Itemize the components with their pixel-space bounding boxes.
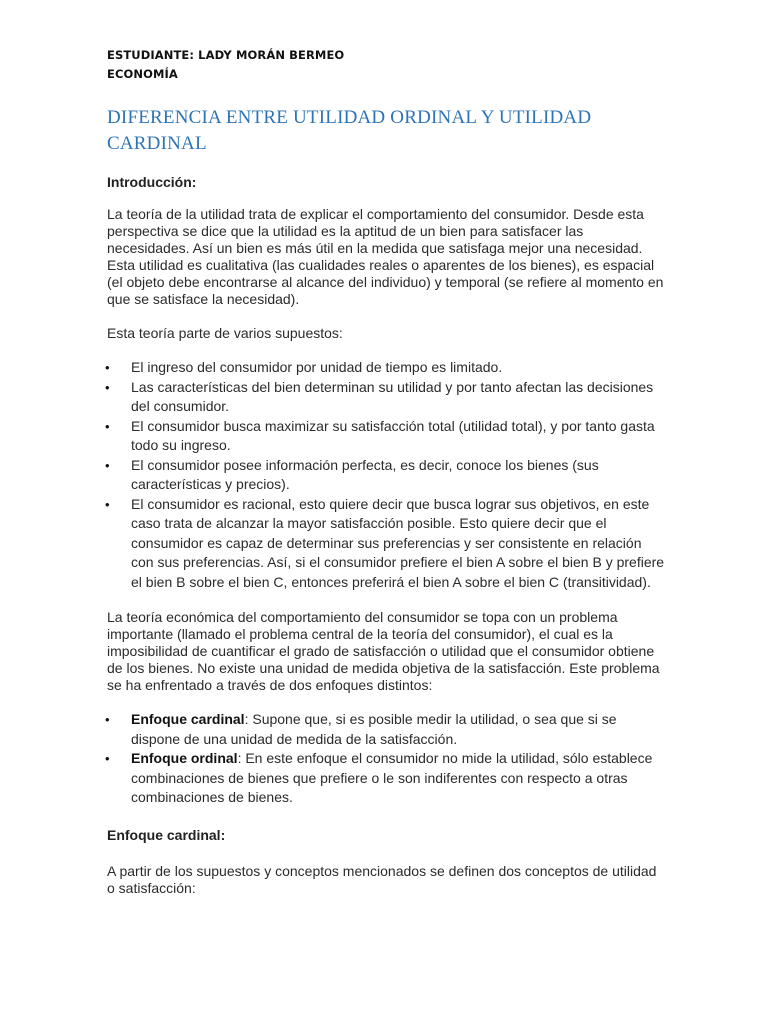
- student-name: ESTUDIANTE: LADY MORÁN BERMEO: [107, 48, 345, 62]
- list-item-text: El consumidor busca maximizar su satisfacción total (utilidad total), y por tanto gasta todo su ingreso.: [131, 417, 655, 453]
- problem-paragraph: La teoría económica del comportamiento del consumidor se topa con un problema importante (llamado el problema central de la teoría del consumidor), el cual es la imposibilidad de cuantificar el grado de satisfacción o utilidad que el consumidor obtiene de los bienes. No existe una unidad de medida objetiva de la satisfacción. Este problema se ha enfrentado a través de dos enfoques distintos:: [107, 609, 660, 693]
- approaches-list: [107, 710, 667, 808]
- list-item: [107, 495, 667, 593]
- bullet-icon: •: [105, 360, 110, 375]
- document-title: [107, 105, 667, 157]
- bullet-icon: •: [105, 457, 110, 473]
- assumptions-list: [107, 358, 667, 592]
- approach-text: : Supone que, si es posible medir la utilidad, o sea que si se dispone de una unidad de medida de la satisfacción.: [131, 711, 617, 747]
- list-item: [107, 456, 667, 495]
- list-item: [107, 710, 667, 749]
- cardinal-paragraph: A partir de los supuestos y conceptos mencionados se definen dos conceptos de utilidad o satisfacción:: [107, 862, 657, 896]
- bullet-icon: •: [105, 712, 110, 727]
- title-line-1: DIFERENCIA ENTRE UTILIDAD ORDINAL Y UTILIDAD: [107, 107, 592, 128]
- intro-heading: Introducción:: [107, 174, 197, 190]
- intro-paragraph: La teoría de la utilidad trata de explicar el comportamiento del consumidor. Desde esta perspectiva se dice que la utilidad es la aptitud de un bien para satisfacer las necesidades. Así un bien es más útil en la medida que satisfaga mejor una necesidad. Esta utilidad es cualitativa (las cualidades reales o aparentes de los bienes), es espacial (el objeto debe encontrarse al alcance del individuo) y temporal (se refiere al momento en que se satisface la necesidad).: [107, 206, 664, 307]
- list-item: [107, 378, 667, 417]
- subject-name: ECONOMÍA: [107, 67, 178, 81]
- cardinal-heading: Enfoque cardinal:: [107, 826, 226, 843]
- approach-text: : En este enfoque el consumidor no mide la utilidad, sólo establece combinaciones de bienes que prefiere o le son indiferentes con respecto a otras combinaciones de bienes.: [131, 750, 653, 805]
- list-item-text: Las características del bien determinan su utilidad y por tanto afectan las decisiones del consumidor.: [131, 378, 654, 414]
- list-item-text: El consumidor posee información perfecta, es decir, conoce los bienes (sus características y precios).: [131, 456, 599, 492]
- document-page: [107, 46, 667, 897]
- bullet-icon: •: [105, 379, 110, 395]
- bullet-icon: •: [105, 418, 110, 434]
- bullet-icon: •: [105, 751, 110, 766]
- title-line-2: CARDINAL: [107, 133, 207, 154]
- approach-term: Enfoque ordinal: [131, 750, 238, 766]
- list-item-text: El consumidor es racional, esto quiere decir que busca lograr sus objetivos, en este caso trata de alcanzar la mayor satisfacción posible. Esto quiere decir que el consumidor es capaz de determinar sus preferencias y ser consistente en relación con sus preferencias. Así, si el consumidor prefiere el bien A sobre el bien B y prefiere el bien B sobre el bien C, entonces preferirá el bien A sobre el bien C (transitividad).: [131, 495, 665, 590]
- approach-term: Enfoque cardinal: [131, 711, 245, 727]
- list-item: [107, 749, 667, 808]
- list-item: [107, 358, 667, 378]
- assumptions-intro: Esta teoría parte de varios supuestos:: [107, 325, 343, 341]
- bullet-icon: •: [105, 496, 110, 512]
- list-item: [107, 417, 667, 456]
- list-item-text: El ingreso del consumidor por unidad de tiempo es limitado.: [131, 359, 503, 375]
